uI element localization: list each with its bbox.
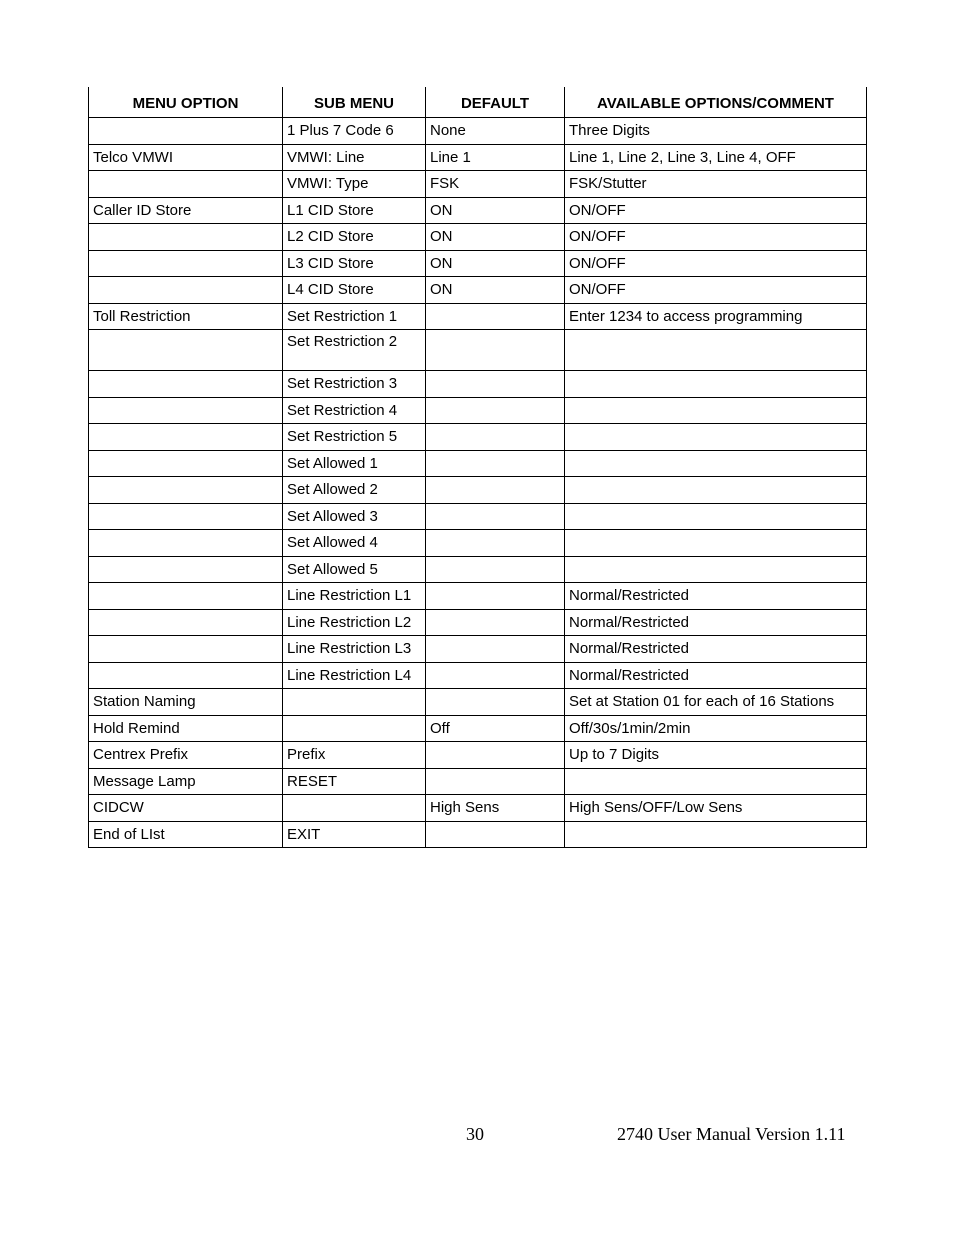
cell-available-options	[565, 330, 867, 371]
cell-sub-menu: Set Restriction 5	[283, 424, 426, 451]
table-row	[89, 583, 867, 610]
cell-default	[426, 662, 565, 689]
table-row	[89, 118, 867, 145]
cell-default	[426, 689, 565, 716]
cell-default	[426, 609, 565, 636]
table-row	[89, 742, 867, 769]
table-header-row	[89, 87, 867, 118]
cell-available-options: FSK/Stutter	[565, 171, 867, 198]
table-row	[89, 768, 867, 795]
cell-default	[426, 636, 565, 663]
cell-menu-option	[89, 530, 283, 557]
cell-available-options: Normal/Restricted	[565, 662, 867, 689]
cell-sub-menu: Line Restriction L2	[283, 609, 426, 636]
cell-menu-option: End of LIst	[89, 821, 283, 848]
cell-available-options: Line 1, Line 2, Line 3, Line 4, OFF	[565, 144, 867, 171]
cell-menu-option	[89, 609, 283, 636]
cell-default	[426, 330, 565, 371]
table-row	[89, 424, 867, 451]
cell-available-options: Normal/Restricted	[565, 609, 867, 636]
cell-default	[426, 503, 565, 530]
table-row	[89, 277, 867, 304]
cell-sub-menu: L4 CID Store	[283, 277, 426, 304]
cell-default	[426, 530, 565, 557]
table-row	[89, 303, 867, 330]
cell-available-options: Normal/Restricted	[565, 636, 867, 663]
table-row	[89, 224, 867, 251]
column-header-default: DEFAULT	[426, 87, 565, 118]
column-header-sub-menu: SUB MENU	[283, 87, 426, 118]
cell-sub-menu: Set Allowed 3	[283, 503, 426, 530]
menu-options-table	[88, 87, 867, 848]
cell-sub-menu: Line Restriction L4	[283, 662, 426, 689]
cell-available-options	[565, 821, 867, 848]
cell-available-options	[565, 450, 867, 477]
table-row	[89, 556, 867, 583]
cell-sub-menu: Set Allowed 1	[283, 450, 426, 477]
cell-menu-option: Message Lamp	[89, 768, 283, 795]
cell-sub-menu: Set Allowed 4	[283, 530, 426, 557]
cell-default	[426, 450, 565, 477]
cell-menu-option	[89, 330, 283, 371]
column-header-available-options: AVAILABLE OPTIONS/COMMENT	[565, 87, 867, 118]
cell-available-options	[565, 424, 867, 451]
cell-sub-menu: RESET	[283, 768, 426, 795]
table-row	[89, 197, 867, 224]
table-row	[89, 397, 867, 424]
cell-default	[426, 397, 565, 424]
cell-available-options: ON/OFF	[565, 250, 867, 277]
table-body	[89, 118, 867, 848]
table-row	[89, 250, 867, 277]
cell-default	[426, 424, 565, 451]
cell-sub-menu: L3 CID Store	[283, 250, 426, 277]
cell-sub-menu: L2 CID Store	[283, 224, 426, 251]
cell-menu-option	[89, 583, 283, 610]
cell-sub-menu: 1 Plus 7 Code 6	[283, 118, 426, 145]
cell-menu-option	[89, 503, 283, 530]
cell-sub-menu: VMWI: Type	[283, 171, 426, 198]
cell-default: None	[426, 118, 565, 145]
cell-default: Off	[426, 715, 565, 742]
cell-sub-menu	[283, 715, 426, 742]
page-number: 30	[466, 1124, 484, 1144]
cell-available-options: Three Digits	[565, 118, 867, 145]
table-row	[89, 821, 867, 848]
cell-sub-menu: Set Restriction 4	[283, 397, 426, 424]
cell-sub-menu: EXIT	[283, 821, 426, 848]
cell-menu-option	[89, 636, 283, 663]
cell-default: FSK	[426, 171, 565, 198]
cell-menu-option: Hold Remind	[89, 715, 283, 742]
cell-available-options: ON/OFF	[565, 224, 867, 251]
cell-default: ON	[426, 250, 565, 277]
cell-menu-option: Caller ID Store	[89, 197, 283, 224]
cell-menu-option	[89, 224, 283, 251]
cell-menu-option	[89, 662, 283, 689]
cell-default: ON	[426, 197, 565, 224]
table-row	[89, 503, 867, 530]
cell-default	[426, 556, 565, 583]
cell-available-options	[565, 503, 867, 530]
cell-sub-menu: Set Allowed 5	[283, 556, 426, 583]
cell-available-options	[565, 768, 867, 795]
cell-available-options: ON/OFF	[565, 277, 867, 304]
cell-default	[426, 821, 565, 848]
cell-default	[426, 303, 565, 330]
cell-available-options	[565, 530, 867, 557]
cell-sub-menu: VMWI: Line	[283, 144, 426, 171]
cell-menu-option	[89, 424, 283, 451]
table-row	[89, 144, 867, 171]
table-row	[89, 530, 867, 557]
cell-sub-menu: Line Restriction L3	[283, 636, 426, 663]
table-row	[89, 171, 867, 198]
cell-default	[426, 742, 565, 769]
cell-available-options	[565, 556, 867, 583]
table-row	[89, 636, 867, 663]
cell-menu-option: Toll Restriction	[89, 303, 283, 330]
cell-menu-option	[89, 371, 283, 398]
cell-default: ON	[426, 224, 565, 251]
table-row	[89, 371, 867, 398]
cell-available-options: ON/OFF	[565, 197, 867, 224]
cell-available-options: Normal/Restricted	[565, 583, 867, 610]
cell-menu-option	[89, 250, 283, 277]
cell-menu-option: CIDCW	[89, 795, 283, 822]
cell-default: High Sens	[426, 795, 565, 822]
cell-sub-menu: Prefix	[283, 742, 426, 769]
cell-default	[426, 583, 565, 610]
cell-available-options	[565, 371, 867, 398]
cell-available-options: Set at Station 01 for each of 16 Stations	[565, 689, 867, 716]
cell-sub-menu: Line Restriction L1	[283, 583, 426, 610]
cell-available-options: Enter 1234 to access programming	[565, 303, 867, 330]
cell-sub-menu: Set Restriction 2	[283, 330, 426, 371]
cell-available-options: Up to 7 Digits	[565, 742, 867, 769]
column-header-menu-option: MENU OPTION	[89, 87, 283, 118]
cell-default: Line 1	[426, 144, 565, 171]
table-row	[89, 609, 867, 636]
cell-default	[426, 477, 565, 504]
cell-sub-menu	[283, 795, 426, 822]
table-row	[89, 450, 867, 477]
table-row	[89, 662, 867, 689]
cell-default: ON	[426, 277, 565, 304]
manual-title: 2740 User Manual Version 1.11	[617, 1124, 846, 1144]
cell-sub-menu: Set Allowed 2	[283, 477, 426, 504]
cell-default	[426, 768, 565, 795]
cell-menu-option	[89, 477, 283, 504]
cell-menu-option	[89, 118, 283, 145]
table-row	[89, 477, 867, 504]
cell-menu-option: Station Naming	[89, 689, 283, 716]
cell-menu-option	[89, 450, 283, 477]
table-row	[89, 689, 867, 716]
table-row	[89, 330, 867, 371]
cell-menu-option: Centrex Prefix	[89, 742, 283, 769]
cell-default	[426, 371, 565, 398]
cell-available-options: Off/30s/1min/2min	[565, 715, 867, 742]
cell-available-options	[565, 477, 867, 504]
cell-sub-menu	[283, 689, 426, 716]
cell-menu-option	[89, 277, 283, 304]
cell-menu-option	[89, 556, 283, 583]
cell-menu-option	[89, 397, 283, 424]
table-row	[89, 715, 867, 742]
table-row	[89, 795, 867, 822]
cell-available-options	[565, 397, 867, 424]
cell-sub-menu: Set Restriction 3	[283, 371, 426, 398]
cell-menu-option	[89, 171, 283, 198]
cell-menu-option: Telco VMWI	[89, 144, 283, 171]
cell-available-options: High Sens/OFF/Low Sens	[565, 795, 867, 822]
cell-sub-menu: L1 CID Store	[283, 197, 426, 224]
cell-sub-menu: Set Restriction 1	[283, 303, 426, 330]
